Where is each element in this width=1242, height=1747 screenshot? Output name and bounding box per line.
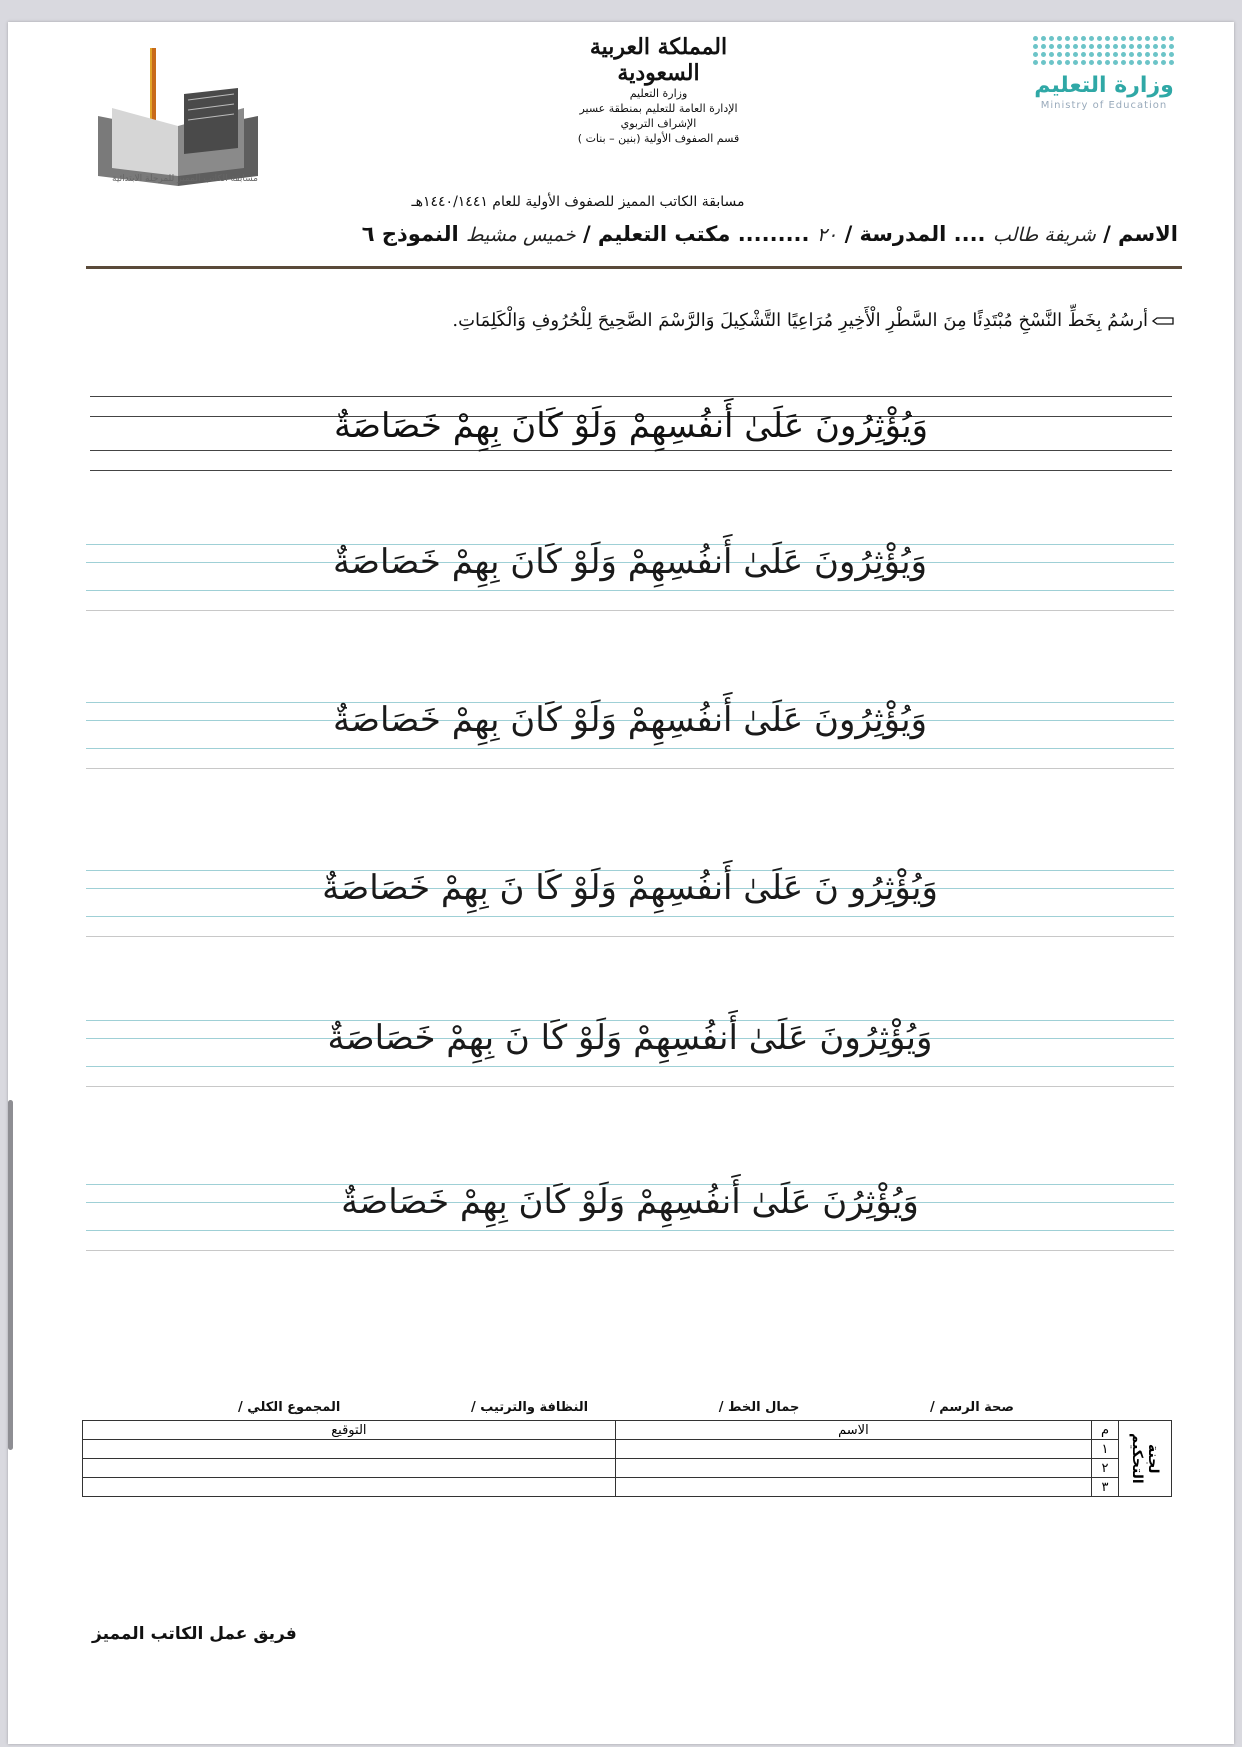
books-logo-caption: مسابقة الكاتب المميز للمرحلة الابتدائية [112,174,258,184]
evaluation-criteria [238,1400,1014,1420]
model-sentence: وَيُؤْثِرُونَ عَلَىٰ أَنفُسِهِمْ وَلَوْ كَانَ بِهِمْ خَصَاصَةٌ [333,406,929,446]
criteria-total: المجموع الكلي / [238,1400,341,1415]
practice-sentence: وَيُؤْثِرُنَ عَلَىٰ أَنفُسِهِمْ وَلَوْ كَانَ بِهِمْ خَصَاصَةٌ [341,1182,919,1222]
practice-line-2 [86,702,1174,774]
student-info-row: الاسم / شريفة طالب .... المدرسة / ٢٠ ......... مكتب التعليم / خميس مشيط النموذج ٦ [361,222,1178,246]
kingdom-header [546,34,771,146]
guide-line [90,470,1172,471]
judging-table [82,1420,1172,1497]
practice-line-5 [86,1184,1174,1256]
ministry-dots-icon [1024,36,1184,65]
worksheet-page [8,22,1234,1744]
header-line: الإشراف التربوي [620,117,697,130]
footer-team-name: فريق عمل الكاتب المميز [92,1624,297,1644]
office-label: مكتب التعليم / [582,222,731,246]
school-label: المدرسة / [844,222,947,246]
practice-sentence: وَيُؤْثِرُونَ عَلَىٰ أَنفُسِهِمْ وَلَوْ كَا نَ بِهِمْ خَصَاصَةٌ [327,1018,933,1058]
table-row [83,1459,1172,1478]
model-label: النموذج ٦ [361,222,459,246]
row-number: ٢ [1092,1459,1119,1478]
ministry-logo-english: Ministry of Education [1040,100,1168,111]
column-header-signature: التوقيع [83,1421,616,1440]
table-row [83,1440,1172,1459]
instruction-text [148,310,1174,331]
column-header-number: م [1092,1421,1119,1440]
column-header-name: الاسم [615,1421,1091,1440]
instruction-label: أرسُمُ بِخَطِّ النَّسْخِ مُبْتَدِئًا مِنَ السَّطْرِ الْأَخِيرِ مُرَاعِيًا التَّشْكِيلَ وَالرَّسْمَ الصَّحِيحَ لِلْحُرُوفِ وَالْكَلِمَاتِ. [452,310,1148,331]
name-value: شريفة طالب [992,224,1096,246]
practice-sentence: وَيُؤْثِرُو نَ عَلَىٰ أَنفُسِهِمْ وَلَوْ كَا نَ بِهِمْ خَصَاصَةٌ [322,868,938,908]
office-value: خميس مشيط [466,224,576,246]
practice-line-4 [86,1020,1174,1092]
competition-title: مسابقة الكاتب المميز للصفوف الأولية للعام ١٤٤٠/١٤٤١هـ [411,194,745,210]
row-number: ٣ [1092,1478,1119,1497]
header-line: قسم الصفوف الأولية (بنين – بنات ) [577,132,740,145]
pencil-icon [1152,316,1174,326]
judging-committee-label: لجنة التحكيم [1119,1421,1172,1497]
name-label: الاسم / [1103,222,1178,246]
scrollbar[interactable] [8,1100,13,1450]
guide-line [90,396,1172,397]
ministry-logo-arabic: وزارة التعليم [1034,73,1174,98]
criteria-drawing: صحة الرسم / [929,1400,1014,1415]
row-number: ١ [1092,1440,1119,1459]
school-value: ٢٠ [816,224,838,246]
header-line: وزارة التعليم [629,87,688,100]
practice-line-1 [86,544,1174,616]
info-divider [86,266,1182,269]
criteria-neatness: النظافة والترتيب / [470,1400,589,1415]
guide-line [90,450,1172,451]
practice-sentence: وَيُؤْثِرُونَ عَلَىٰ أَنفُسِهِمْ وَلَوْ كَانَ بِهِمْ خَصَاصَةٌ [332,542,928,582]
model-line-block [90,388,1172,486]
table-row [83,1478,1172,1497]
header-line: الإدارة العامة للتعليم بمنطقة عسير [579,102,738,115]
practice-line-3 [86,870,1174,942]
kingdom-title: المملكة العربية السعودية [589,34,728,86]
ministry-logo [1024,36,1184,111]
criteria-beauty: جمال الخط / [718,1400,800,1415]
practice-sentence: وَيُؤْثِرُونَ عَلَىٰ أَنفُسِهِمْ وَلَوْ كَانَ بِهِمْ خَصَاصَةٌ [332,700,928,740]
